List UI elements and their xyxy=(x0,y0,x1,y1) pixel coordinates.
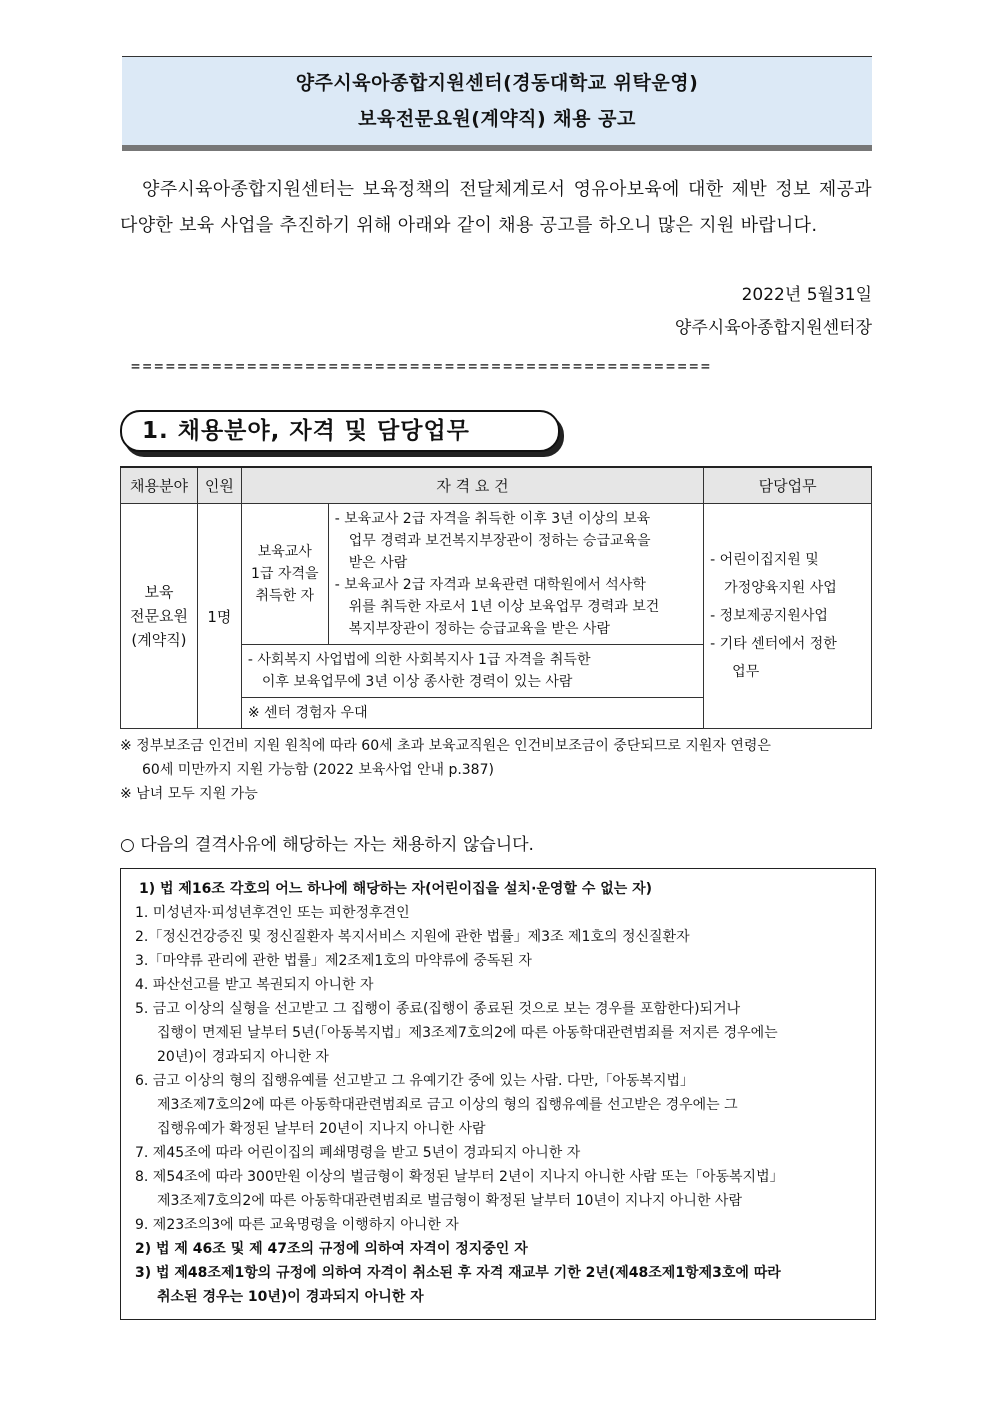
qualification-line: 받은 사람 xyxy=(348,555,408,571)
subgroup-line: 보육교사 xyxy=(257,544,312,560)
disqualification-box xyxy=(120,868,876,1320)
field-line: 보육 xyxy=(144,583,174,601)
qualification-line: 위를 취득한 자로서 1년 이상 보육업무 경력과 보건 xyxy=(348,599,660,615)
list-item: 집행이 면제된 날부터 5년(「아동복지법」제3조제7호의2에 따른 아동학대관련범죄를 저지른 경우에는 xyxy=(157,1025,778,1041)
duty-line: - 기타 센터에서 정한 xyxy=(710,636,837,652)
qualification-cell xyxy=(328,504,703,645)
section-heading-text: 1. 채용분야, 자격 및 담당업무 xyxy=(142,418,470,444)
table-header-row xyxy=(121,467,872,504)
count-cell: 1명 xyxy=(197,504,241,729)
subgroup-line: 1급 자격을 xyxy=(251,566,319,582)
duty-cell xyxy=(704,504,872,729)
field-line: 전문요원 xyxy=(129,607,188,625)
duty-line: 가정양육지원 사업 xyxy=(724,580,837,596)
list-item: 1) 법 제16조 각호의 어느 하나에 해당하는 자(어린이집을 설치·운영할 수 없는 자) xyxy=(139,881,653,897)
list-item: 취소된 경우는 10년)이 경과되지 아니한 자 xyxy=(157,1289,424,1305)
list-item: 5. 금고 이상의 실형을 선고받고 그 집행이 종료(집행이 종료된 것으로 보는 경우를 포함한다)되거나 xyxy=(135,1001,741,1017)
note-line: 60세 미만까지 지원 가능함 (2022 보육사업 안내 p.387) xyxy=(142,762,494,778)
disqualification-list xyxy=(135,877,865,1309)
intro-paragraph: 양주시육아종합지원센터는 보육정책의 전달체계로서 영유아보육에 대한 제반 정보 제공과 다양한 보육 사업을 추진하기 위해 아래와 같이 채용 공고를 하오니 많은 지원 바랍니다. xyxy=(120,179,872,236)
section-heading-1 xyxy=(120,410,560,452)
note-line: ※ 정부보조금 인건비 지원 원칙에 따라 60세 초과 보육교직원은 인건비보조금이 중단되므로 지원자 연령은 xyxy=(120,738,771,754)
qualification-line: 업무 경력과 보건복지부장관이 정하는 승급교육을 xyxy=(348,533,651,549)
subgroup-line: 취득한 자 xyxy=(255,588,315,604)
qualification-cell xyxy=(241,645,703,698)
requirements-table xyxy=(120,466,872,729)
list-item: 4. 파산선고를 받고 복권되지 아니한 자 xyxy=(135,977,374,993)
disqualification-heading: ○ 다음의 결격사유에 해당하는 자는 채용하지 않습니다. xyxy=(120,835,534,855)
title-line-1: 양주시육아종합지원센터(경동대학교 위탁운영) xyxy=(295,72,699,94)
divider-line: ================================================== xyxy=(131,357,713,375)
qualification-line: - 보육교사 2급 자격을 취득한 이후 3년 이상의 보육 xyxy=(334,511,651,527)
list-item: 7. 제45조에 따라 어린이집의 폐쇄명령을 받고 5년이 경과되지 아니한 자 xyxy=(135,1145,581,1161)
qualification-line: 이후 보육업무에 3년 이상 종사한 경력이 있는 사람 xyxy=(261,674,573,690)
list-item: 집행유예가 확정된 날부터 20년이 지나지 아니한 사람 xyxy=(157,1121,486,1137)
qualification-line: - 사회복지 사업법에 의한 사회복지사 1급 자격을 취득한 xyxy=(247,652,591,668)
duty-line: - 정보제공지원사업 xyxy=(710,608,828,624)
list-item: 2) 법 제 46조 및 제 47조의 규정에 의하여 자격이 정지중인 자 xyxy=(135,1241,528,1257)
note-line: ※ 남녀 모두 지원 가능 xyxy=(120,786,258,802)
title-box xyxy=(122,56,872,151)
qualification-line: - 보육교사 2급 자격과 보육관련 대학원에서 석사학 xyxy=(334,577,646,593)
duty-line: - 어린이집지원 및 xyxy=(710,552,819,568)
announcement-date: 2022년 5월31일 xyxy=(741,285,872,305)
list-item: 20년)이 경과되지 아니한 자 xyxy=(157,1049,329,1065)
header-field: 채용분야 xyxy=(121,467,198,504)
list-item: 제3조제7호의2에 따른 아동학대관련범죄로 금고 이상의 형의 집행유예를 선고받은 경우에는 그 xyxy=(157,1097,738,1113)
list-item: 6. 금고 이상의 형의 집행유예를 선고받고 그 유예기간 중에 있는 사람. 다만,「아동복지법」 xyxy=(135,1073,695,1089)
field-cell xyxy=(121,504,198,729)
header-count: 인원 xyxy=(197,467,241,504)
duty-line: 업무 xyxy=(732,664,760,680)
qualification-line: 복지부장관이 정하는 승급교육을 받은 사람 xyxy=(348,621,610,637)
list-item: 9. 제23조의3에 따른 교육명령을 이행하지 아니한 자 xyxy=(135,1217,459,1233)
list-item: 2.「정신건강증진 및 정신질환자 복지서비스 지원에 관한 법률」제3조 제1호의 정신질환자 xyxy=(135,929,690,945)
list-item: 제3조제7호의2에 따른 아동학대관련범죄로 벌금형이 확정된 날부터 10년이 지나지 아니한 사람 xyxy=(157,1193,742,1209)
field-line: (계약직) xyxy=(131,631,187,649)
subgroup-cell xyxy=(241,504,328,645)
list-item: 1. 미성년자·피성년후견인 또는 피한정후견인 xyxy=(135,905,410,921)
notes xyxy=(120,734,880,806)
list-item: 3.「마약류 관리에 관한 법률」제2조제1호의 마약류에 중독된 자 xyxy=(135,953,532,969)
title-line-2: 보육전문요원(계약직) 채용 공고 xyxy=(358,108,636,130)
list-item: 8. 제54조에 따라 300만원 이상의 벌금형이 확정된 날부터 2년이 지나지 아니한 사람 또는「아동복지법」 xyxy=(135,1169,784,1185)
header-qualification: 자 격 요 건 xyxy=(241,467,703,504)
table-row xyxy=(121,504,872,645)
header-duty: 담당업무 xyxy=(704,467,872,504)
list-item: 3) 법 제48조제1항의 규정에 의하여 자격이 취소된 후 자격 재교부 기한 2년(제48조제1항제3호에 따라 xyxy=(135,1265,781,1281)
preference-note: ※ 센터 경험자 우대 xyxy=(241,698,703,729)
signer: 양주시육아종합지원센터장 xyxy=(674,318,872,338)
